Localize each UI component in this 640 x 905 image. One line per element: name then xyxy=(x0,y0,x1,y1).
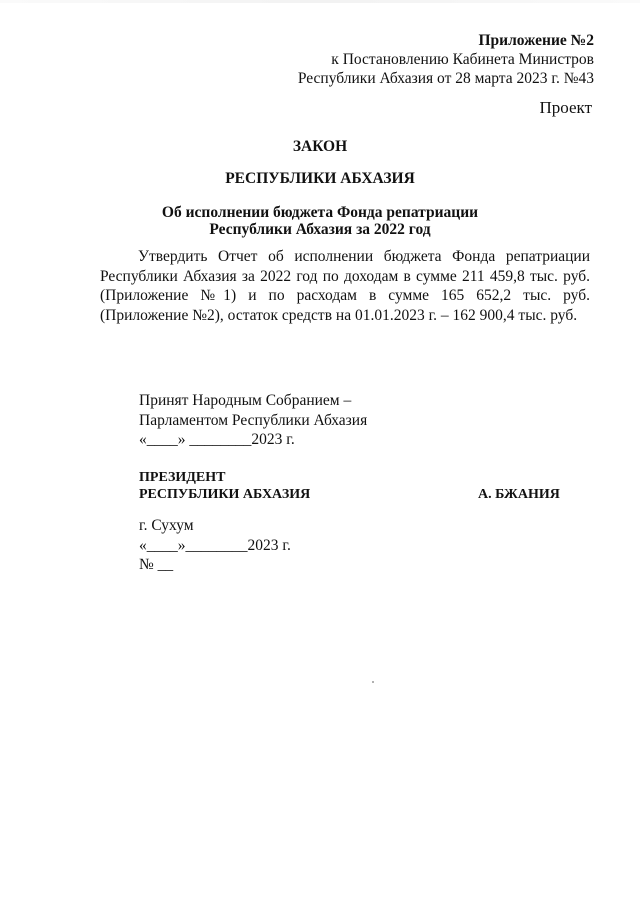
law-heading: ЗАКОН xyxy=(292,138,348,155)
place-block xyxy=(139,516,291,575)
draft-status: Проект xyxy=(539,98,592,117)
adoption-line-1: Принят Народным Собранием – xyxy=(139,392,352,409)
scan-edge xyxy=(0,0,640,3)
scan-speck xyxy=(372,681,374,683)
adoption-date: «____» ________2023 г. xyxy=(139,431,295,448)
signatory-position xyxy=(139,469,310,503)
position-line-1: ПРЕЗИДЕНТ xyxy=(139,470,226,485)
adoption-block xyxy=(139,391,367,450)
appendix-block xyxy=(298,31,594,88)
place-city: г. Сухум xyxy=(139,517,194,534)
adoption-line-2: Парламентом Республики Абхазия xyxy=(139,411,368,429)
subject-line-1: Об исполнении бюджета Фонда репатриации xyxy=(161,204,479,221)
signatory-name: А. БЖАНИЯ xyxy=(478,487,560,502)
appendix-line-2: Республики Абхазия от 28 марта 2023 г. №43 xyxy=(297,70,594,87)
document-number: № __ xyxy=(139,556,174,573)
appendix-line-1: к Постановлению Кабинета Министров xyxy=(331,51,594,68)
place-date: «____»________2023 г. xyxy=(139,536,291,554)
subject-line-2: Республики Абхазия за 2022 год xyxy=(209,221,431,238)
republic-heading: РЕСПУБЛИКИ АБХАЗИЯ xyxy=(225,170,415,187)
main-paragraph: Утвердить Отчет об исполнении бюджета Фонда репатриации Республики Абхазия за 2022 год по доходам в сумме 211 459,8 тыс. руб. (Приложение №1) и по расходам в сумме 165 652,2 тыс. руб. (Приложение №2), остаток средств на 01.01.2023 г. – 162 900,4 тыс. руб. xyxy=(100,248,590,324)
position-line-2: РЕСПУБЛИКИ АБХАЗИЯ xyxy=(139,487,311,502)
appendix-title: Приложение №2 xyxy=(478,32,594,49)
